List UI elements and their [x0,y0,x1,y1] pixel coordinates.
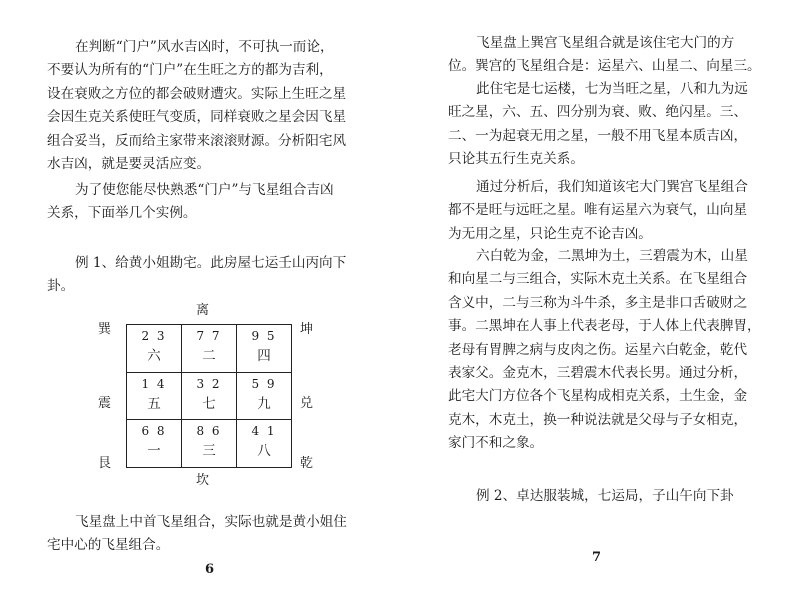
direction-zhen: 震 [98,396,112,411]
left-page [0,0,396,591]
left-paragraph-1: 在判断“门户”风水吉凶时，不可执一而论， 不要认为所有的“门户”在生旺之方的都为吉利， 设在衰败之方位的都会破财遭灾。实际上生旺之星 会因生克关系使旺气变质，同样衰败之星会因飞星 组合妥当，反而给主家带来滚滚财源。分析阳宅风 水吉凶，就是要灵活应变。 [47,39,347,173]
page-number-right: 7 [592,550,602,565]
direction-qian: 乾 [300,456,314,471]
right-paragraph-2: 此住宅是七运楼，七为当旺之星，八和九为远 旺之星，六、五、四分别为衰、败、绝闪星。三、 二、一为起衰无用之星，一般不用飞星本质吉凶， 只论其五行生克关系。 [448,81,748,168]
direction-li: 离 [196,303,210,318]
flying-star-chart [126,324,292,468]
right-paragraph-1: 飞星盘上巽宫飞星组合就是该住宅大门的方 位。巽宫的飞星组合是：运星六、山星二、向星三。 [448,35,761,75]
left-paragraph-3: 飞星盘上中首飞星组合，实际也就是黄小姐住 宅中心的飞星组合。 [47,514,347,554]
palace-cell: 5 9 九 [237,372,292,420]
left-paragraph-2: 为了使您能尽快熟悉“门户”与飞星组合吉凶 关系，下面举几个实例。 [47,182,334,222]
direction-dui: 兑 [300,396,314,411]
direction-gen: 艮 [98,456,112,471]
right-paragraph-3: 通过分析后，我们知道该宅大门巽宫飞星组合 都不是旺与远旺之星。唯有运星六为衰气，山向星 为无用之星，只论生克不论吉凶。 [448,179,748,242]
palace-cell: 9 5 四 [237,325,292,373]
direction-kan: 坎 [196,473,210,488]
direction-kun: 坤 [300,322,314,337]
palace-cell: 7 7 二 [182,325,237,373]
palace-cell: 4 1 八 [237,420,292,468]
palace-cell: 1 4 五 [127,372,182,420]
page-number-left: 6 [205,562,215,577]
palace-cell: 8 6 三 [182,420,237,468]
palace-cell: 6 8 一 [127,420,182,468]
example-1-heading: 例 1、给黄小姐勘宅。此房屋七运壬山丙向下 卦。 [47,255,347,295]
right-page [396,0,793,591]
example-2-heading: 例 2、卓达服装城，七运局，子山午向下卦 [476,488,734,504]
palace-cell: 3 2 七 [182,372,237,420]
palace-cell: 2 3 六 [127,325,182,373]
direction-xun: 巽 [98,322,112,337]
right-paragraph-4: 六白乾为金，二黑坤为土，三碧震为木，山星 和向星二与三组合，实际木克土关系。在飞星组合 含义中，二与三称为斗牛杀，多主是非口舌破财之 事。二黑坤在人事上代表老母，于人体上代表脾胃， 老母有胃脾之病与皮肉之伤。运星六白乾金，乾代 表家父。金克木，三碧震木代表长男。通过分析， 此宅大门方位各个飞星构成相克关系，土生金，金 克木，木克土，换一种说法就是父母与子女相克， 家门不和之象。 [448,248,761,452]
